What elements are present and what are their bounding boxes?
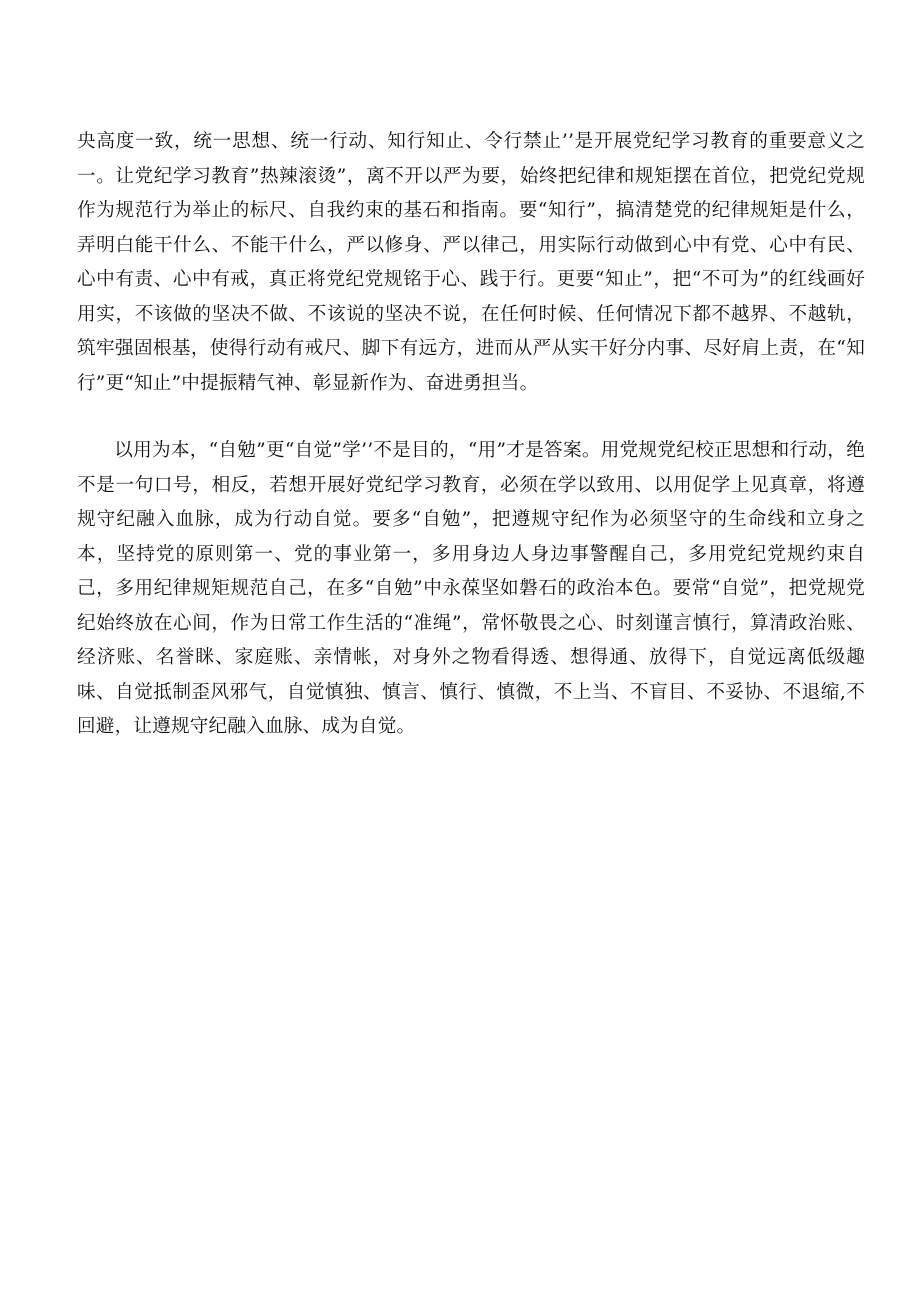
paragraph-discipline-significance: 央高度一致，统一思想、统一行动、知行知止、令行禁止’’是开展党纪学习教育的重要意义之一。让党纪学习教育”热辣滚烫”，离不开以严为要，始终把纪律和规矩摆在首位，把党纪党规作为规范行为举止的标尺、自我约束的基石和指南。要“知行”，搞清楚党的纪律规矩是什么，弄明白能干什么、不能干什么，严以修身、严以律己，用实际行动做到心中有党、心中有民、心中有责、心中有戒，真正将党纪党规铭于心、践于行。更要“知止”，把“不可为”的红线画好用实，不该做的坚决不做、不该说的坚决不说，在任何时候、任何情况下都不越界、不越轨，筑牢强固根基，使得行动有戒尺、脚下有远方，进而从严从实干好分内事、尽好肩上责，在“知行”更“知止”中提振精气神、彰显新作为、奋进勇担当。 xyxy=(77,131,865,394)
document-body xyxy=(77,125,865,745)
paragraph-application-selfawareness: 以用为本，“自勉”更“自觉”学’’不是目的，“用”才是答案。用党规党纪校正思想和行动，绝不是一句口号，相反，若想开展好党纪学习教育，必须在学以致用、以用促学上见真章，将遵规守纪融入血脉，成为行动自觉。要多“自勉”，把遵规守纪作为必须坚守的生命线和立身之本，坚持党的原则第一、党的事业第一，多用身边人身边事警醒自己，多用党纪党规约束自己，多用纪律规矩规范自己，在多“自勉”中永葆坚如磐石的政治本色。要常“自觉”，把党规党纪始终放在心间，作为日常工作生活的“准绳”，常怀敬畏之心、时刻谨言慎行，算清政治账、经济账、名誉眯、家庭账、亲情帐，对身外之物看得透、想得通、放得下，自觉远离低级趣味、自觉抵制歪风邪气，自觉慎独、慎言、慎行、慎微，不上当、不盲目、不妥协、不退缩,不回避，让遵规守纪融入血脉、成为自觉。 xyxy=(77,440,865,737)
